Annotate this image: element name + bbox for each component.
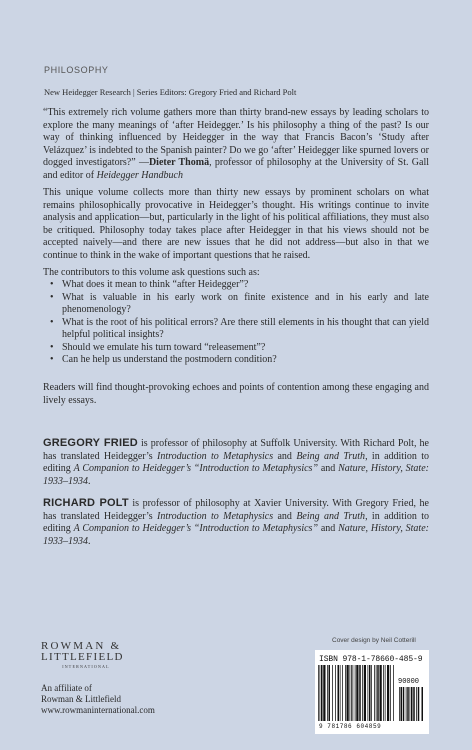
barcode-bar — [369, 665, 371, 721]
endorsement-quote — [43, 107, 429, 182]
barcode-bar — [332, 665, 333, 721]
barcode-bar — [356, 665, 358, 721]
isbn-barcode — [315, 650, 429, 734]
barcode-bar — [368, 665, 369, 721]
barcode-bar — [327, 665, 328, 721]
barcode-bar — [410, 687, 411, 721]
barcode-bar — [335, 665, 336, 721]
barcode-bar — [383, 665, 384, 721]
barcode-bar — [320, 665, 321, 721]
list-item: • Can he help us understand the postmodern condition? — [43, 354, 429, 367]
list-item: • What is the root of his political errors? Are there still elements in his thought that can yield helpful political insights? — [43, 317, 429, 342]
barcode-bar — [338, 665, 340, 721]
barcode-bar — [345, 665, 346, 721]
logo-line-1: ROWMAN & — [41, 640, 122, 652]
barcode-bar — [350, 665, 351, 721]
affiliate-line-1: An affiliate of — [41, 683, 92, 693]
bio-text: and — [318, 463, 339, 474]
barcode-bar — [380, 665, 382, 721]
description-paragraph-2: The contributors to this volume ask questions such as: — [43, 267, 260, 278]
bio-text: . — [88, 535, 91, 547]
book-title: Introduction to Metaphysics — [157, 510, 274, 522]
barcode-bar — [403, 687, 405, 721]
bio-text: and — [318, 523, 339, 534]
logo-line-3: INTERNATIONAL — [62, 664, 110, 669]
book-title: Being and Truth — [296, 510, 366, 522]
series-line: New Heidegger Research | Series Editors: Gregory Fried and Richard Polt — [44, 87, 297, 97]
book-title: Being and Truth — [296, 450, 366, 462]
barcode-bar — [385, 665, 386, 721]
bio-text: . — [88, 475, 91, 487]
barcode-bar — [364, 665, 366, 721]
list-item: • What does it mean to think “after Heidegger”? — [43, 279, 429, 292]
barcode-bar — [422, 687, 424, 721]
cover-design-credit: Cover design by Neil Cotterill — [332, 637, 416, 644]
author-name: RICHARD POLT — [43, 497, 129, 509]
barcode-bar — [393, 665, 394, 721]
barcode-digits: 9 781786 604859 — [319, 723, 382, 730]
book-title: Nature, History, State: 1933–1934 — [43, 463, 429, 487]
list-item: • What is valuable in his early work on finite existence and in his early and late phenomenology? — [43, 292, 429, 317]
category-label: PHILOSOPHY — [44, 65, 109, 75]
description-paragraph-1: This unique volume collects more than thirty new essays by prominent scholars on what remains philosophically provocative in Heidegger’s thought. His writings continue to invite analysis and application—but, particularly in the light of his political affiliations, they must also be critiqued. Philosophy today takes place after Heidegger in that his views should not be accepted naively—and there are new issues that he did not address—but also in that we continue to think in the wake of important questions that he raised. — [43, 187, 429, 261]
barcode-bar — [359, 665, 361, 721]
addon-barcode-bars — [399, 687, 425, 723]
barcode-bar — [353, 665, 354, 721]
publisher-logo — [41, 640, 131, 669]
barcode-bar — [376, 665, 377, 721]
barcode-bar — [406, 687, 407, 721]
question-list — [43, 279, 429, 367]
affiliate-line-2: Rowman & Littlefield — [41, 694, 121, 704]
bio-text: , in addition to editing — [43, 450, 429, 474]
author-bio-polt — [43, 497, 429, 548]
barcode-bar — [342, 665, 343, 721]
book-title: Nature, History, State: 1933–1934 — [43, 523, 429, 547]
author-bio-fried — [43, 437, 429, 488]
barcode-bar — [323, 665, 325, 721]
barcode-bar — [411, 687, 413, 721]
barcode-bar — [340, 665, 341, 721]
price-code: 90000 — [398, 678, 420, 686]
book-title: A Companion to Heidegger’s “Introduction to Metaphysics” — [73, 523, 319, 534]
barcode-bar — [387, 665, 389, 721]
barcode-bar — [351, 665, 352, 721]
barcode-bar — [347, 665, 349, 721]
logo-line-2: LITTLEFIELD — [41, 651, 124, 663]
bio-text: and — [273, 450, 297, 462]
barcode-bar — [401, 687, 403, 721]
barcode-bar — [390, 665, 391, 721]
publisher-affiliate — [41, 683, 155, 716]
barcode-bar — [377, 665, 379, 721]
quote-text: “This extremely rich volume gathers more than thirty brand-new essays by leading scholars to explore the many meanings of ‘after Heidegger.’ Is his philosophy a thing of the past? Is our way of thinking influenced by Heidegger in the way that Francis Bacon’s ‘Study after Velázquez’ is indebted to the Spanish painter? Do we go ‘after’ Heidegger like spurned lovers or dogged investigators?” — [43, 107, 429, 168]
bio-text: is professor of philosophy at Xavier University. With Gregory Fried, he has translated Heidegger’s — [43, 498, 429, 522]
quote-author-role: , professor of philosophy at the University of St. Gall and editor of — [43, 157, 429, 181]
barcode-bar — [418, 687, 420, 721]
quote-author-book: Heidegger Handbuch — [96, 169, 183, 181]
quote-dash: — — [135, 157, 149, 168]
barcode-bar — [321, 665, 323, 721]
barcode-bar — [362, 665, 363, 721]
barcode-bar — [318, 665, 319, 721]
description-paragraph-3: Readers will find thought-provoking echoes and points of contention among these engaging and lively essays. — [43, 382, 429, 406]
book-title: A Companion to Heidegger’s “Introduction to Metaphysics” — [73, 463, 319, 474]
bio-text: and — [273, 510, 297, 522]
barcode-bar — [407, 687, 409, 721]
barcode-bar — [355, 665, 356, 721]
bio-text: , in addition to editing — [43, 510, 429, 534]
list-item: • Should we emulate his turn toward “releasement”? — [43, 342, 429, 355]
barcode-bar — [374, 665, 375, 721]
barcode-bar — [329, 665, 331, 721]
isbn-label: ISBN 978-1-78660-485-9 — [319, 655, 423, 664]
barcode-bars — [318, 665, 394, 723]
barcode-bar — [371, 665, 372, 721]
barcode-bar — [413, 687, 415, 721]
barcode-bar — [416, 687, 417, 721]
bio-text: is professor of philosophy at Suffolk University. With Richard Polt, he has translated Heidegger’s — [43, 438, 429, 462]
publisher-url: www.rowmaninternational.com — [41, 705, 155, 715]
barcode-bar — [399, 687, 400, 721]
quote-author: Dieter Thomä — [148, 157, 210, 168]
book-title: Introduction to Metaphysics — [157, 450, 274, 462]
author-name: GREGORY FRIED — [43, 437, 138, 449]
